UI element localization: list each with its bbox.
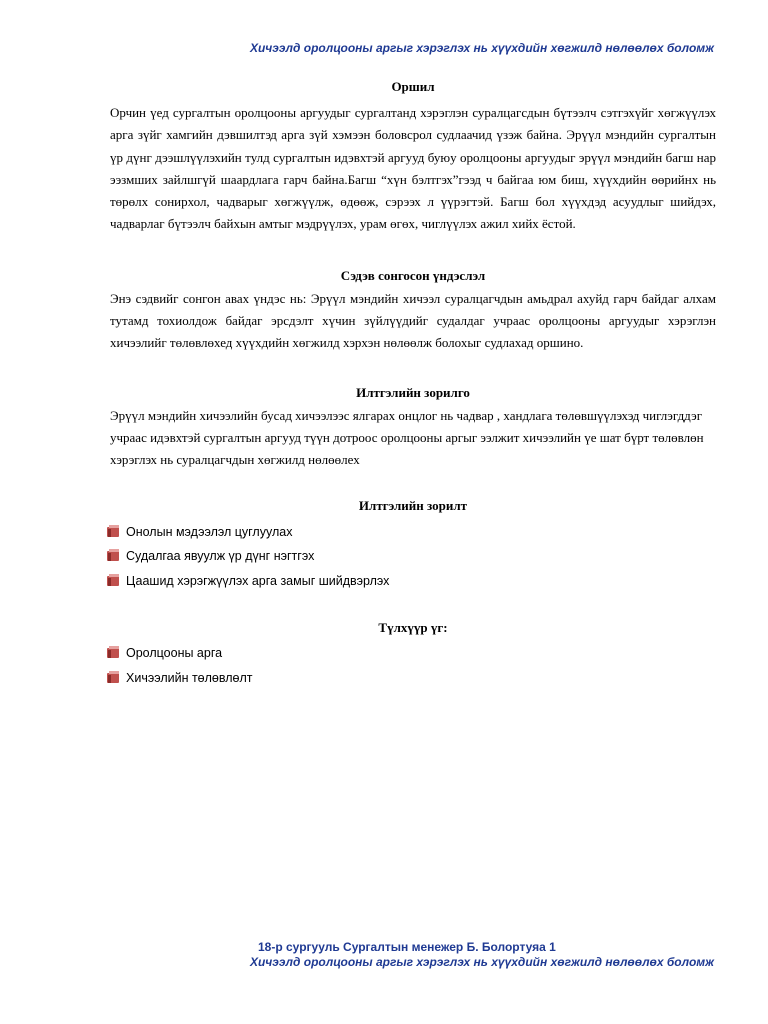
keyword-text: Хичээлийн төлөвлөлт: [126, 670, 253, 685]
list-item: [106, 666, 712, 691]
objective-text: Судалгаа явуулж үр дүнг нэгтгэх: [126, 549, 315, 564]
objective-text: Онолын мэдээлэл цуглуулах: [126, 524, 293, 539]
list-item: [106, 569, 712, 594]
goal-heading: Илтгэлийн зорилго: [356, 384, 470, 400]
book-bullet-icon: [106, 646, 121, 659]
objectives-heading: Илтгэлийн зорилт: [358, 497, 468, 513]
keywords-list: [110, 641, 716, 690]
list-item: [106, 544, 712, 569]
goal-paragraph: Эрүүл мэндийн хичээлийн бусад хичээлээс ялгарах онцлог нь чадвар , хандлага төлөвшүүлэхэд чиглэгддэг учраас идэвхтэй сургалтын аргууд түүн дотроос оролцооны аргыг ээлжит хичээлийн үе шат бүрт төлөвлөн хэрэглэх нь суралцагчдын хөгжилд нөлөөлех: [110, 407, 704, 468]
book-bullet-icon: [106, 574, 121, 587]
intro-paragraph: Орчин үед сургалтын оролцооны аргуудыг сургалтанд хэрэглэн суралцагсдын бүтээлч сэтгэхүйг хөгжүүлэх арга зүйг хамгийн дэвшилтэд арга зүй хэмээн боловсрол судлаачид үзэж байна. Эрүүл мэндийн сургалтын үр дүнг дээшлүүлэхийн тулд сургалтын идэвхтэй аргууд буюу оролцооны аргуудыг эрүүл мэндийн багш нар ээзмших зайлшгүй шаардлага гарч байна.Багш “хүн бэлтгэх”гээд ч байгаа юм биш, хүүхдийн өөрийнх нь төрөлх сонирхол, чадварыг хөгжүүлж, өдөөж, сэрээх л үүрэгтэй. Багш бол хүүхдэд асуудлыг шийдэх, чадварлаг бүтээлч байхын амтыг мэдрүүлэх, урам өгөх, чиглүүлэх ажил хийх ёстой.: [110, 105, 716, 232]
objectives-list: [110, 520, 716, 594]
rationale-heading: Сэдэв сонгосон үндэслэл: [340, 267, 486, 283]
running-header: Хичээлд оролцооны аргыг хэрэглэх нь хүүхдийн хөгжилд нөлөөлөх боломж: [249, 41, 714, 55]
book-bullet-icon: [106, 525, 121, 538]
list-item: [106, 641, 712, 666]
document-body: [110, 78, 716, 690]
intro-heading: Оршил: [391, 79, 435, 94]
book-bullet-icon: [106, 549, 121, 562]
rationale-paragraph: Энэ сэдвийг сонгон авах үндэс нь: Эрүүл мэндийн хичээл суралцагчдын амьдрал ахуйд гарч байдаг алхам тутамд тохиолдож байдаг эрсдэлт хүчин зүйлүүдийг судалдаг учраас оролцооны аргуудыг хэрэглэн хичээлийг төлөвлөхед хүүхдийн хөгжилд хэрхэн нөлөөлж болохыг судлахад оршино.: [110, 290, 716, 351]
keywords-heading: Түлхүүр үг:: [378, 620, 448, 636]
list-item: [106, 520, 712, 545]
footer-author: 18-р сургууль Сургалтын менежер Б. Болортуяа 1: [258, 940, 556, 954]
book-bullet-icon: [106, 671, 121, 684]
objective-text: Цаашид хэрэгжүүлэх арга замыг шийдвэрлэх: [126, 573, 390, 588]
footer-running-title: Хичээлд оролцооны аргыг хэрэглэх нь хүүхдийн хөгжилд нөлөөлөх боломж: [249, 955, 714, 969]
keyword-text: Оролцооны арга: [126, 646, 223, 661]
